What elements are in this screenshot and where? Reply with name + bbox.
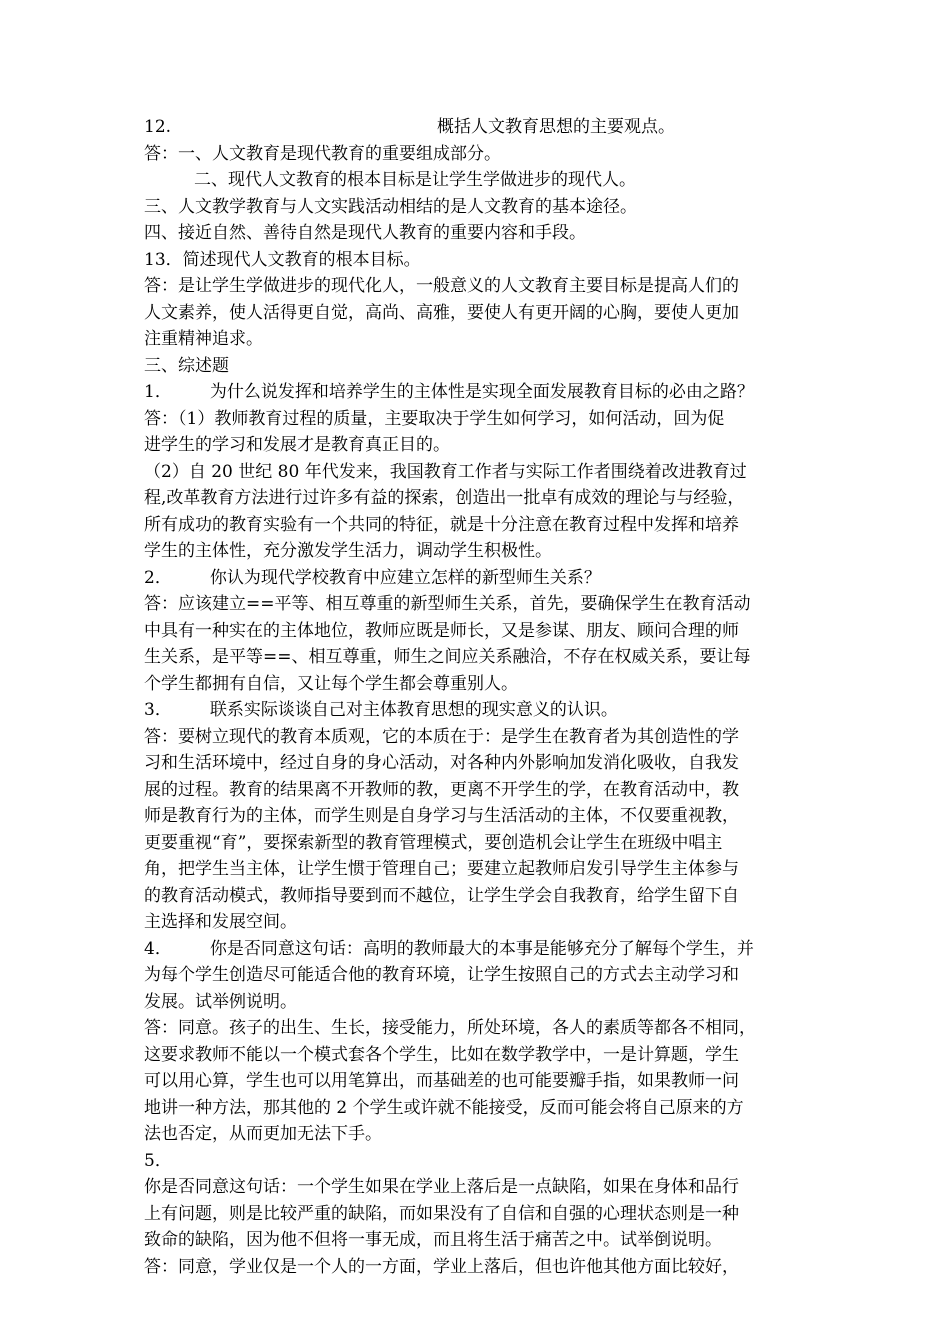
answer-line: 这要求教师不能以一个模式套各个学生，比如在数学教学中，一是计算题，学生 <box>144 1044 739 1065</box>
answer-line: 答：（1）教师教育过程的质量，主要取决于学生如何学习，如何活动，回为促 <box>144 408 725 429</box>
answer-line: 法也否定，从而更加无法下手。 <box>144 1124 382 1144</box>
question-title: 你认为现代学校教育中应建立怎样的新型师生关系？ <box>209 567 601 588</box>
question-title: 概括人文教育思想的主要观点。 <box>437 117 676 137</box>
answer-line: 答：应该建立==平等、相互尊重的新型师生关系，首先，要确保学生在教育活动 <box>144 594 751 614</box>
question-title: 你是否同意这句话：一个学生如果在学业上落后是一点缺陷，如果在身体和品行 <box>144 1177 739 1197</box>
document-body <box>144 114 812 1280</box>
essay-question-3 <box>144 697 812 724</box>
question-12 <box>144 114 812 141</box>
answer-line: 进学生的学习和发展才是教育真正目的。 <box>144 435 450 455</box>
question-title: 为什么说发挥和培养学生的主体性是实现全面发展教育目标的必由之路？ <box>209 382 754 402</box>
answer-line: 二、现代人文教育的根本目标是让学生学做进步的现代人。 <box>194 170 636 190</box>
answer-line: 所有成功的教育实验有一个共同的特征，就是十分注意在教育过程中发挥和培养 <box>144 514 739 535</box>
question-continuation: 致命的缺陷，因为他不但将一事无成，而且将生活于痛苦之中。试举倒说明。 <box>144 1230 722 1250</box>
answer-line: 答：一、人文教育是现代教育的重要组成部分。 <box>144 143 501 164</box>
answer-line: 答：同意。孩子的出生、生长，接受能力，所处环境，各人的素质等都各不相同， <box>144 1018 756 1038</box>
question-13: 13．简述现代人文教育的根本目标。 <box>144 249 421 270</box>
question-number: 4． <box>144 938 172 959</box>
essay-question-5-number: 5． <box>144 1150 172 1171</box>
question-number: 12. <box>144 117 172 137</box>
answer-line: 习和生活环境中，经过自身的身心活动，对各种内外影响加发消化吸收，自我发 <box>144 753 739 773</box>
answer-line: 展的过程。教育的结果离不开教师的教，更离不开学生的学，在教育活动中，教 <box>144 779 739 800</box>
answer-line: 中具有一种实在的主体地位，教师应既是师长，又是参谋、朋友、顾问合理的师 <box>144 620 739 641</box>
answer-line: 程,改革教育方法进行过许多有益的探索，创造出一批卓有成效的理论与与经验， <box>144 488 745 508</box>
answer-line: 地讲一种方法，那其他的 2 个学生或许就不能接受，反而可能会将自己原来的方 <box>144 1097 744 1118</box>
answer-line: 三、人文教学教育与人文实践活动相结的是人文教育的基本途径。 <box>144 196 637 217</box>
answer-line: 可以用心算，学生也可以用笔算出，而基础差的也可能要瓣手指，如果教师一问 <box>144 1071 739 1091</box>
question-title: 联系实际谈谈自己对主体教育思想的现实意义的认识。 <box>209 700 618 720</box>
essay-question-4 <box>144 936 812 963</box>
section-heading: 三、综述题 <box>144 355 229 376</box>
answer-line: 学生的主体性，充分激发学生活力，调动学生积极性。 <box>144 541 552 561</box>
essay-question-2 <box>144 565 812 592</box>
question-number: 3． <box>144 700 172 720</box>
answer-line: 角，把学生当主体，让学生惯于管理自己；要建立起教师启发引导学生主体参与 <box>144 859 739 879</box>
answer-line: 答：要树立现代的教育本质观，它的本质在于：是学生在教育者为其创造性的学 <box>144 726 739 747</box>
answer-line: 师是教育行为的主体，而学生则是自身学习与生活活动的主体，不仅要重视教， <box>144 806 739 826</box>
answer-line: 人文素养，使人活得更自觉，高尚、高雅，要使人有更开阔的心胸，要使人更加 <box>144 302 739 323</box>
answer-line: 注重精神追求。 <box>144 329 263 349</box>
answer-line: 的教育活动模式，教师指导要到而不越位，让学生学会自我教育，给学生留下自 <box>144 885 739 906</box>
question-continuation: 发展。试举例说明。 <box>144 991 297 1012</box>
answer-line: 答：是让学生学做进步的现代化人，一般意义的人文教育主要目标是提高人们的 <box>144 276 739 296</box>
answer-line: 四、接近自然、善待自然是现代人教育的重要内容和手段。 <box>144 223 586 243</box>
question-number: 2． <box>144 567 172 588</box>
question-number: 1． <box>144 382 172 402</box>
answer-line: 生关系，是平等==、相互尊重，师生之间应关系融洽，不存在权威关系，要让每 <box>144 647 751 667</box>
question-continuation: 为每个学生创造尽可能适合他的教育环境，让学生按照自己的方式去主动学习和 <box>144 965 739 985</box>
answer-line: 答：同意，学业仅是一个人的一方面，学业上落后，但也许他其他方面比较好， <box>144 1256 739 1277</box>
answer-line: 主选择和发展空间。 <box>144 912 297 932</box>
answer-line: 更要重视“育”，要探索新型的教育管理模式，要创造机会让学生在班级中唱主 <box>144 832 723 853</box>
essay-question-1 <box>144 379 812 406</box>
question-title: 你是否同意这句话：高明的教师最大的本事是能够充分了解每个学生，并 <box>209 938 754 959</box>
answer-line: （2）自 20 世纪 80 年代发来，我国教育工作者与实际工作者围绕着改进教育过 <box>144 461 747 482</box>
answer-line: 个学生都拥有自信，又让每个学生都会尊重别人。 <box>144 673 518 694</box>
question-continuation: 上有问题，则是比较严重的缺陷，而如果没有了自信和自强的心理状态则是一种 <box>144 1203 739 1224</box>
